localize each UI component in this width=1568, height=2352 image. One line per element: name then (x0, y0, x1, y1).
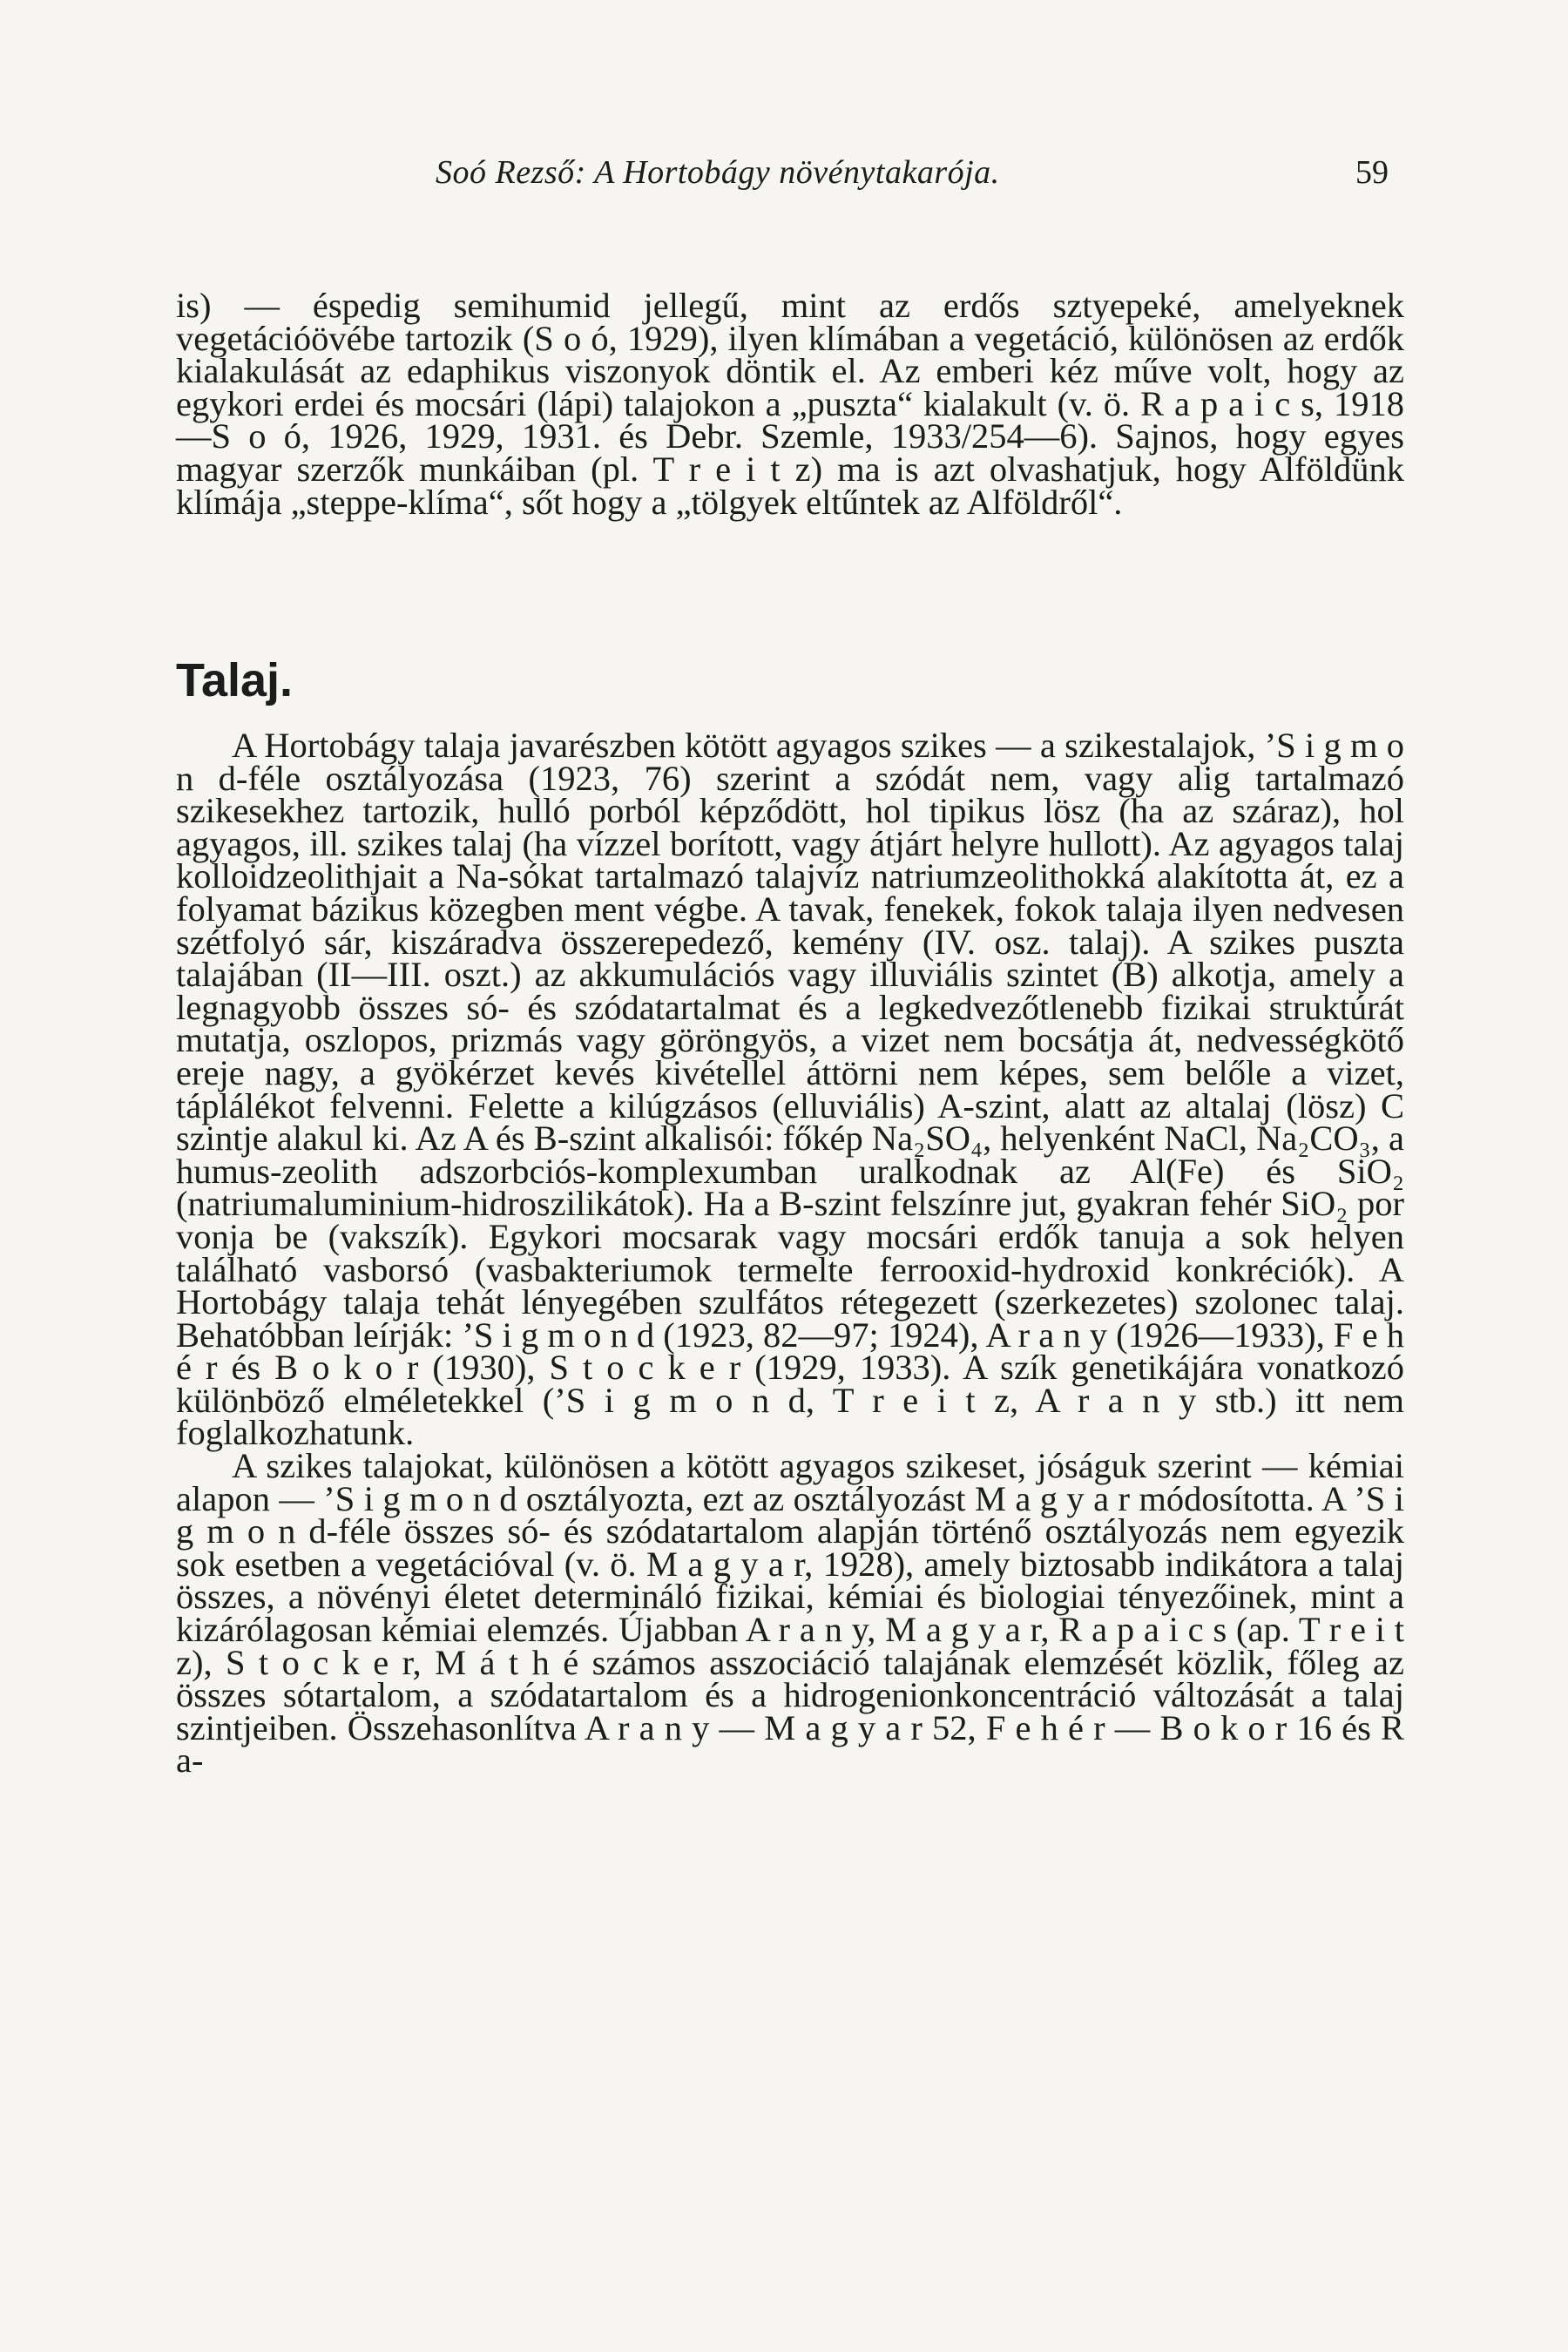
section-body (176, 726, 1404, 1781)
section-paragraph-1: A Hortobágy talaja javarészben kötött agyagos szikes — a szikestalajok, ’S i g m o n d-féle osztályozása (1923, 76) szerint a szódát nem, vagy alig tartalmazó szikesekhez tartozik, hulló porból képződött, hol tipikus lösz (ha az száraz), hol agyagos, ill. szikes talaj (ha vízzel borított, vagy átjárt helyre hullott). Az agyagos talaj kolloidzeolithjait a Na-sókat tartalmazó talajvíz natriumzeolithokká alakította át, ez a folyamat bázikus közegben ment végbe. A tavak, fenekek, fokok talaja ilyen nedvesen szétfolyó sár, kiszáradva összerepedező, kemény (IV. osz. talaj). A szikes puszta talajában (II—III. oszt.) az akkumulációs vagy illuviális szintet (B) alkotja, amely a legnagyobb összes só- és szódatartalmat és a legkedvezőtlenebb fizikai struktúrát mutatja, oszlopos, prizmás vagy göröngyös, a vizet nem bocsátja át, nedvességkötő ereje nagy, a gyökérzet kevés kivétellel áttörni nem képes, sem belőle a vizet, táplálékot felvenni. Felette a kilúgzásos (elluviális) A-szint, alatt az altalaj (lösz) C szintje alakul ki. Az A és B-szint alkalisói: főkép Na₂SO₄, helyenként NaCl, Na₂CO₃, a humus-zeolith adszorbciós-komplexumban uralkodnak az Al(Fe) és SiO₂ (natriumaluminium-hidroszilikátok). Ha a B-szint felszínre jut, gyakran fehér SiO₂ por vonja be (vakszík). Egykori mocsarak vagy mocsári erdők tanuja a sok helyen található vasborsó (vasbakteriumok termelte ferrooxid-hydroxid konkréciók). A Hortobágy talaja tehát lényegében szulfátos rétegezett (szerkezetes) szolonec talaj. Behatóbban leírják: ’S i g m o n d (1923, 82—97; 1924), A r a n y (1926—1933), F e h é r és B o k o r (1930), S t o c k e r (1929, 1933). A szík genetikájára vonatkozó különböző elméletekkel (’S i g m o n d, T r e i t z, A r a n y stb.) itt nem foglalkozhatunk. (176, 726, 1404, 1453)
section-paragraph-2: A szikes talajokat, különösen a kötött agyagos szikeset, jóságuk szerint — kémiai alapon — ’S i g m o n d osztályozta, ezt az osztályozást M a g y a r módosította. A ’S i g m o n d-féle összes só- és szódatartalom alapján történő osztályozás nem egyezik sok esetben a vegetációval (v. ö. M a g y a r, 1928), amely biztosabb indikátora a talaj összes, a növényi életet determináló fizikai, kémiai és biologiai tényezőinek, mint a kizárólagosan kémiai elemzés. Újabban A r a n y, M a g y a r, R a p a i c s (ap. T r e i t z), S t o c k e r, M á t h é számos asszociáció talajának elemzését közlik, főleg az összes sótartalom, a szódatartalom és a hidrogenionkoncentráció változását a talaj szintjeiben. Összehasonlítva A r a n y — M a g y a r 52, F e h é r — B o k o r 16 és R a- (176, 1446, 1404, 1781)
intro-block (176, 286, 1404, 522)
page-number: 59 (1355, 154, 1389, 191)
intro-paragraph: is) — éspedig semihumid jellegű, mint az erdős sztyepeké, amelyeknek vegetációövébe tartozik (S o ó, 1929), ilyen klímában a vegetáció, különösen az erdők kialakulását az edaphikus viszonyok döntik el. Az emberi kéz műve volt, hogy az egykori erdei és mocsári (lápi) talajokon a „puszta“ kialakult (v. ö. R a p a i c s, 1918—S o ó, 1926, 1929, 1931. és Debr. Szemle, 1933/254—6). Sajnos, hogy egyes magyar szerzők munkáiban (pl. T r e i t z) ma is azt olvashatjuk, hogy Alföldünk klímája „steppe-klíma“, sőt hogy a „tölgyek eltűntek az Alföldről“. (176, 286, 1404, 522)
running-title: Soó Rezső: A Hortobágy növénytakarója. (436, 154, 1000, 191)
section-heading: Talaj. (176, 654, 294, 706)
